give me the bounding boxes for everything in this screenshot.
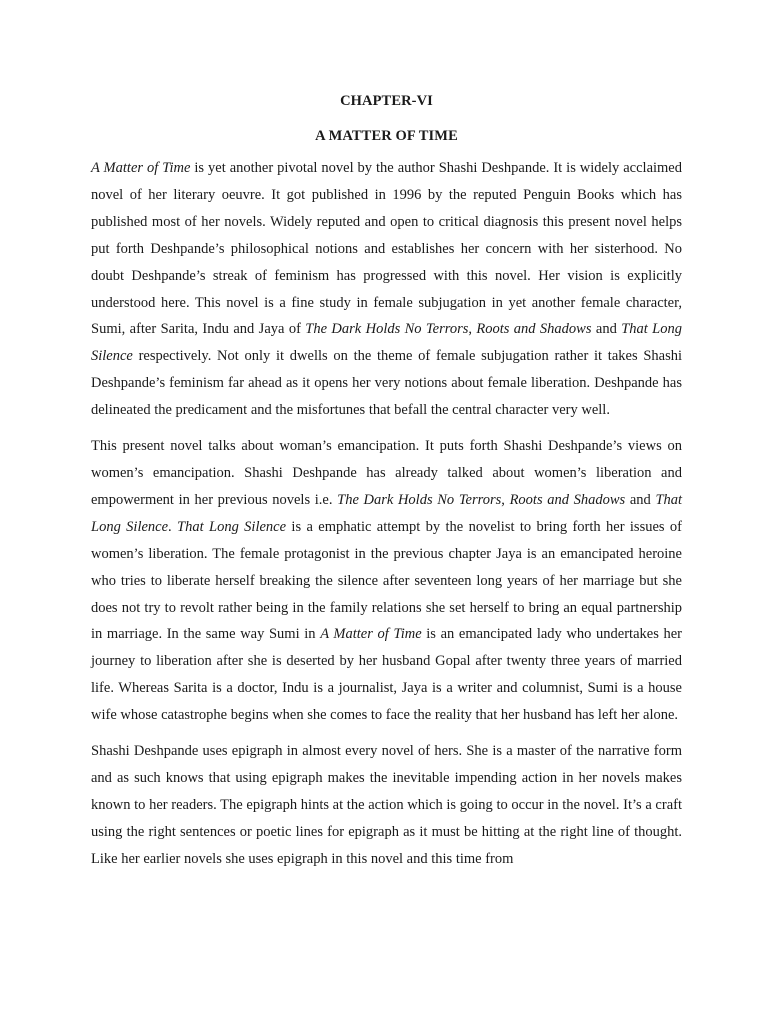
italic-title-run: The Dark Holds No Terrors (337, 491, 502, 508)
text-run: respectively. Not only it dwells on the theme of female subjugation rather it takes Shashi Deshpande’s feminism far ahead as it opens her very notions about female liberation. Deshpande has delineated the predicament and the misfortunes that befall the central character very well. (91, 348, 682, 419)
italic-title-run: That Long Silence (91, 491, 683, 535)
chapter-number: CHAPTER-VI (340, 93, 433, 109)
text-run: . (168, 518, 178, 535)
text-run: and (591, 321, 622, 338)
text-run: is yet another pivotal novel by the author Shashi Deshpande. It is widely acclaimed novel of her literary oeuvre. It got published in 1996 by the reputed Penguin Books which has published most of her novels. Widely reputed and open to critical diagnosis this present novel helps put forth Deshpande’s philosophical notions and establishes her concern with her sisterhood. No doubt Deshpande’s streak of feminism has progressed with this novel. Her vision is explicitly understood here. This novel is a fine study in female subjugation in yet another female character, Sumi, after Sarita, Indu and Jaya of (91, 160, 682, 338)
text-run: Shashi Deshpande uses epigraph in almost every novel of hers. She is a master of the narrative form and as such knows that using epigraph makes the inevitable impending action in her novels makes known to her readers. The epigraph hints at the action which is going to occur in the novel. It’s a craft using the right sentences or poetic lines for epigraph as it must be hitting at the right line of thought. Like her earlier novels she uses epigraph in this novel and this time from (91, 743, 682, 867)
italic-title-run: A Matter of Time (91, 160, 191, 176)
italic-title-run: A Matter of Time (320, 626, 422, 643)
text-run: is a emphatic attempt by the novelist to bring forth her issues of women’s liberation. The female protagonist in the previous chapter Jaya is an emancipated heroine who tries to liberate herself breaking the silence after seventeen long years of her marriage but she does not try to revolt rather being in the family relations she set herself to bring an equal partnership in marriage. In the same way Sumi in (91, 518, 682, 643)
italic-title-run: That Long Silence (177, 518, 287, 535)
text-run: This present novel talks about woman’s emancipation. It puts forth Shashi Deshpande’s views on women’s emancipation. Shashi Deshpande has already talked about women’s liberation and empowerment in her previous novels i.e. (91, 438, 682, 508)
text-run: is an emancipated lady who undertakes her journey to liberation after she is deserted by her husband Gopal after twenty three years of married life. Whereas Sarita is a doctor, Indu is a journalist, Jaya is a writer and columnist, Sumi is a house wife whose catastrophe begins when she comes to face the reality that her husband has left her alone. (91, 626, 682, 724)
italic-title-run: Roots and Shadows (476, 321, 592, 338)
paragraph-1 (91, 155, 682, 424)
italic-title-run: The Dark Holds No Terrors (305, 321, 469, 338)
text-run: , (501, 491, 510, 508)
italic-title-run: That Long Silence (91, 321, 682, 365)
chapter-title: A MATTER OF TIME (315, 128, 458, 144)
text-run: and (625, 491, 656, 508)
text-run: , (468, 321, 477, 338)
paragraph-2 (91, 433, 682, 729)
paragraph-3 (91, 738, 682, 873)
italic-title-run: Roots and Shadows (509, 491, 626, 508)
